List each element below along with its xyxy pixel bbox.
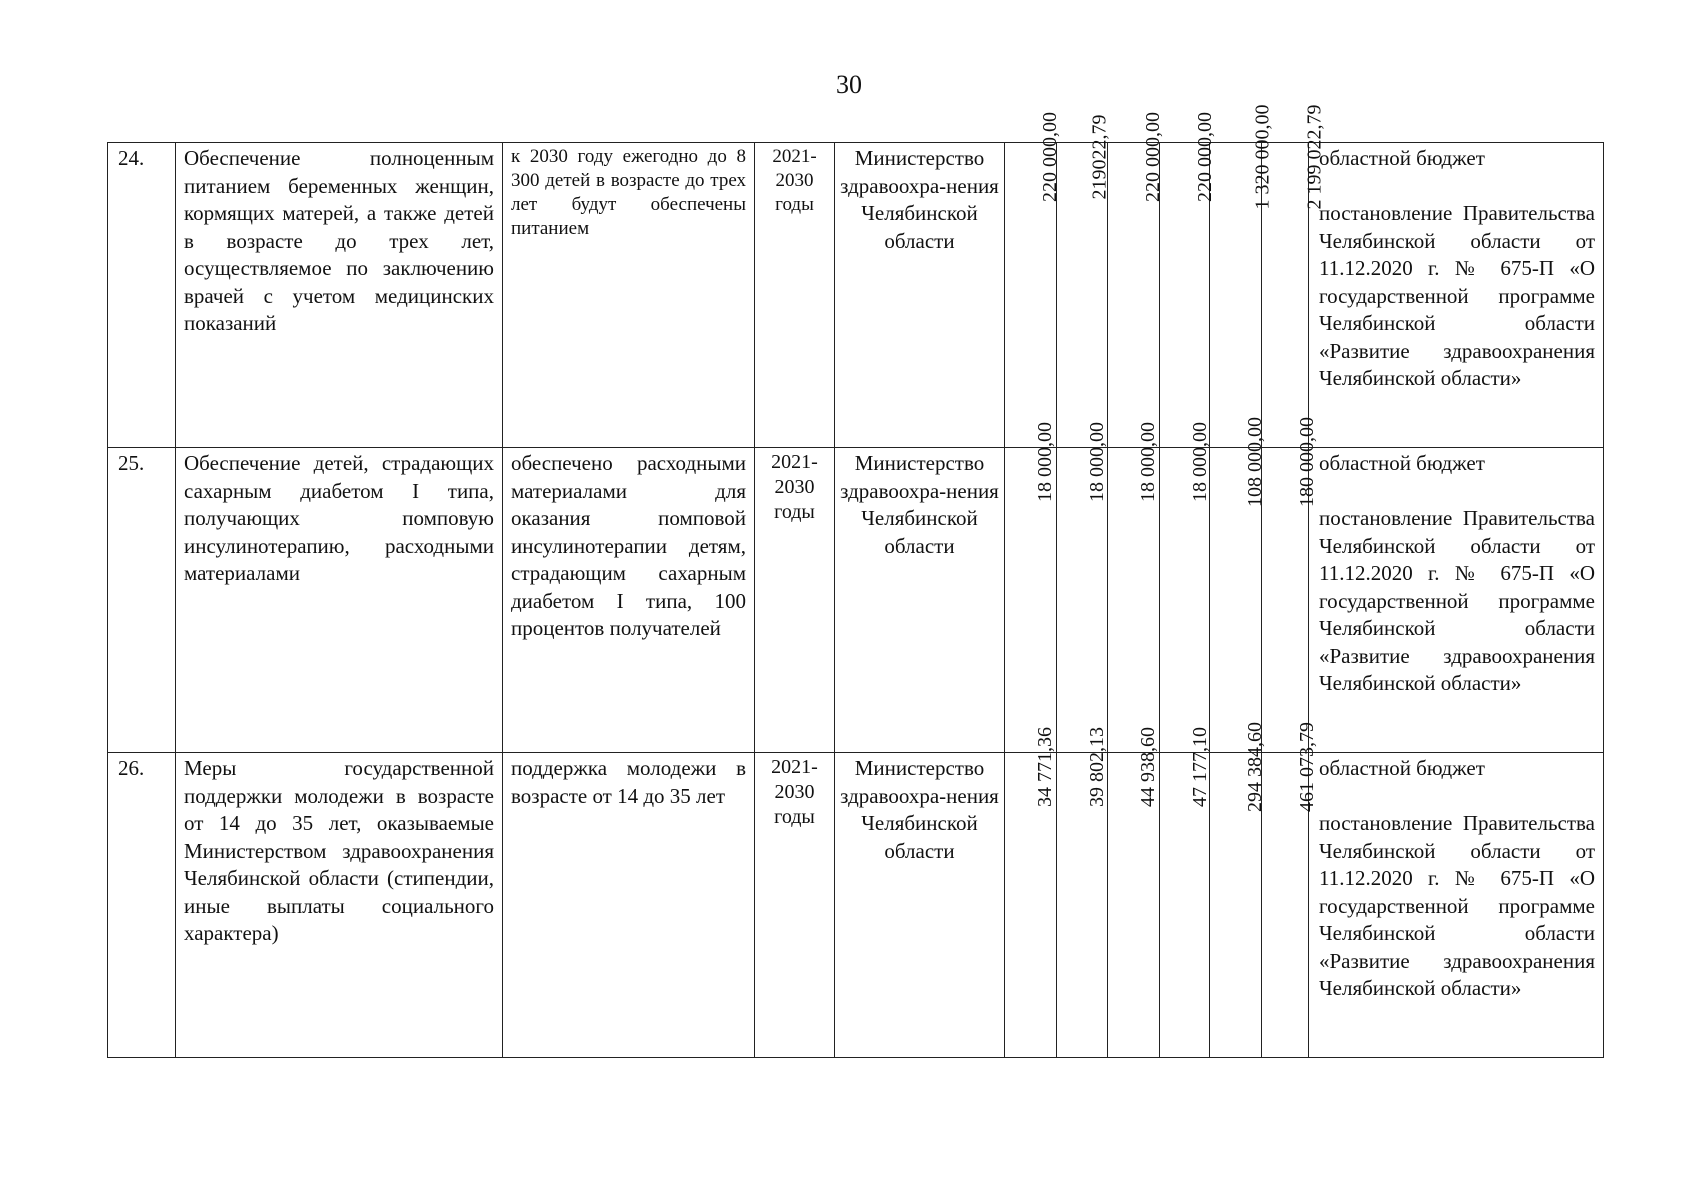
implementation-period: 2021-2030 годы — [755, 448, 835, 753]
funding-value — [1160, 422, 1211, 753]
funding-value — [1057, 422, 1108, 753]
row-number: 25. — [108, 448, 176, 753]
funding-value-text: 1 320 000,00 — [1251, 104, 1274, 210]
table-row — [108, 753, 1604, 1058]
funding-total-text: 180 000,00 — [1296, 417, 1318, 507]
funding-source-head: областной бюджет — [1319, 756, 1485, 780]
funding-value — [1057, 727, 1108, 1058]
funding-value-text: 220 000,00 — [1194, 112, 1216, 202]
funding-value-text: 18 000,00 — [1034, 422, 1056, 502]
measure-name: Обеспечение детей, страдающих сахарным диабетом I типа, получающих помповую инсулинотерапию, расходными материалами — [176, 448, 503, 753]
expected-result: поддержка молодежи в возрасте от 14 до 35 лет — [503, 753, 755, 1058]
funding-total-text: 461 073,79 — [1296, 722, 1318, 812]
measure-name: Меры государственной поддержки молодежи в возрасте от 14 до 35 лет, оказываемые Министерством здравоохранения Челябинской области (стипендии, иные выплаты социального характера) — [176, 753, 503, 1058]
funding-source — [1309, 143, 1604, 448]
funding-value-text: 220 000,00 — [1039, 112, 1061, 202]
funding-source-body: постановление Правительства Челябинской области от 11.12.2020 г. № 675-П «О государственной программе Челябинской области «Развитие здравоохранения Челябинской области» — [1319, 811, 1595, 1000]
funding-value-text: 34 771,36 — [1034, 727, 1056, 807]
measure-name: Обеспечение полноценным питанием беременных женщин, кормящих матерей, а также детей в возрасте до трех лет, осуществляемое по заключению врачей с учетом медицинских показаний — [176, 143, 503, 448]
funding-value — [1210, 104, 1274, 448]
funding-value — [1210, 722, 1266, 1058]
page-number: 30 — [836, 70, 862, 99]
funding-value — [1210, 417, 1266, 753]
responsible-executor: Министерство здравоохра-нения Челябинской области — [835, 753, 1005, 1058]
funding-value-text: 18 000,00 — [1137, 422, 1159, 502]
funding-value — [1108, 727, 1160, 1058]
funding-value-text: 294 384,60 — [1244, 722, 1266, 812]
table-row — [108, 448, 1604, 753]
table-row — [108, 143, 1604, 448]
responsible-executor: Министерство здравоохра-нения Челябинской области — [835, 448, 1005, 753]
funding-source — [1309, 448, 1604, 753]
funding-value-text: 18 000,00 — [1189, 422, 1211, 502]
funding-value-text: 219022,79 — [1088, 114, 1111, 200]
funding-total — [1262, 722, 1318, 1058]
row-number: 24. — [108, 143, 176, 448]
implementation-period: 2021-2030 годы — [755, 753, 835, 1058]
funding-value — [1160, 112, 1216, 448]
funding-value-text: 18 000,00 — [1086, 422, 1108, 502]
funding-source-body: постановление Правительства Челябинской области от 11.12.2020 г. № 675-П «О государственной программе Челябинской области «Развитие здравоохранения Челябинской области» — [1319, 201, 1595, 390]
funding-total-text: 2 199 022,79 — [1303, 104, 1326, 210]
funding-total — [1262, 417, 1318, 753]
funding-value-text: 47 177,10 — [1189, 727, 1211, 807]
funding-value-text: 44 938,60 — [1137, 727, 1159, 807]
expected-result: к 2030 году ежегодно до 8 300 детей в возрасте до трех лет будут обеспечены питанием — [503, 143, 755, 448]
row-number: 26. — [108, 753, 176, 1058]
expected-result: обеспечено расходными материалами для оказания помповой инсулинотерапии детям, страдающим сахарным диабетом I типа, 100 процентов получателей — [503, 448, 755, 753]
funding-value-text: 108 000,00 — [1244, 417, 1266, 507]
funding-source — [1309, 753, 1604, 1058]
responsible-executor: Министерство здравоохра-нения Челябинской области — [835, 143, 1005, 448]
funding-value — [1005, 112, 1061, 448]
funding-value — [1108, 422, 1160, 753]
program-measures-table — [107, 104, 1604, 1058]
funding-source-body: постановление Правительства Челябинской области от 11.12.2020 г. № 675-П «О государственной программе Челябинской области «Развитие здравоохранения Челябинской области» — [1319, 506, 1595, 695]
funding-value — [1108, 112, 1164, 448]
funding-value — [1057, 114, 1111, 448]
funding-value-text: 39 802,13 — [1086, 727, 1108, 807]
funding-value — [1005, 422, 1057, 753]
funding-value — [1005, 727, 1057, 1058]
funding-value — [1160, 727, 1211, 1058]
funding-value-text: 220 000,00 — [1142, 112, 1164, 202]
implementation-period: 2021-2030 годы — [755, 143, 835, 448]
funding-source-head: областной бюджет — [1319, 451, 1485, 475]
funding-source-head: областной бюджет — [1319, 146, 1485, 170]
